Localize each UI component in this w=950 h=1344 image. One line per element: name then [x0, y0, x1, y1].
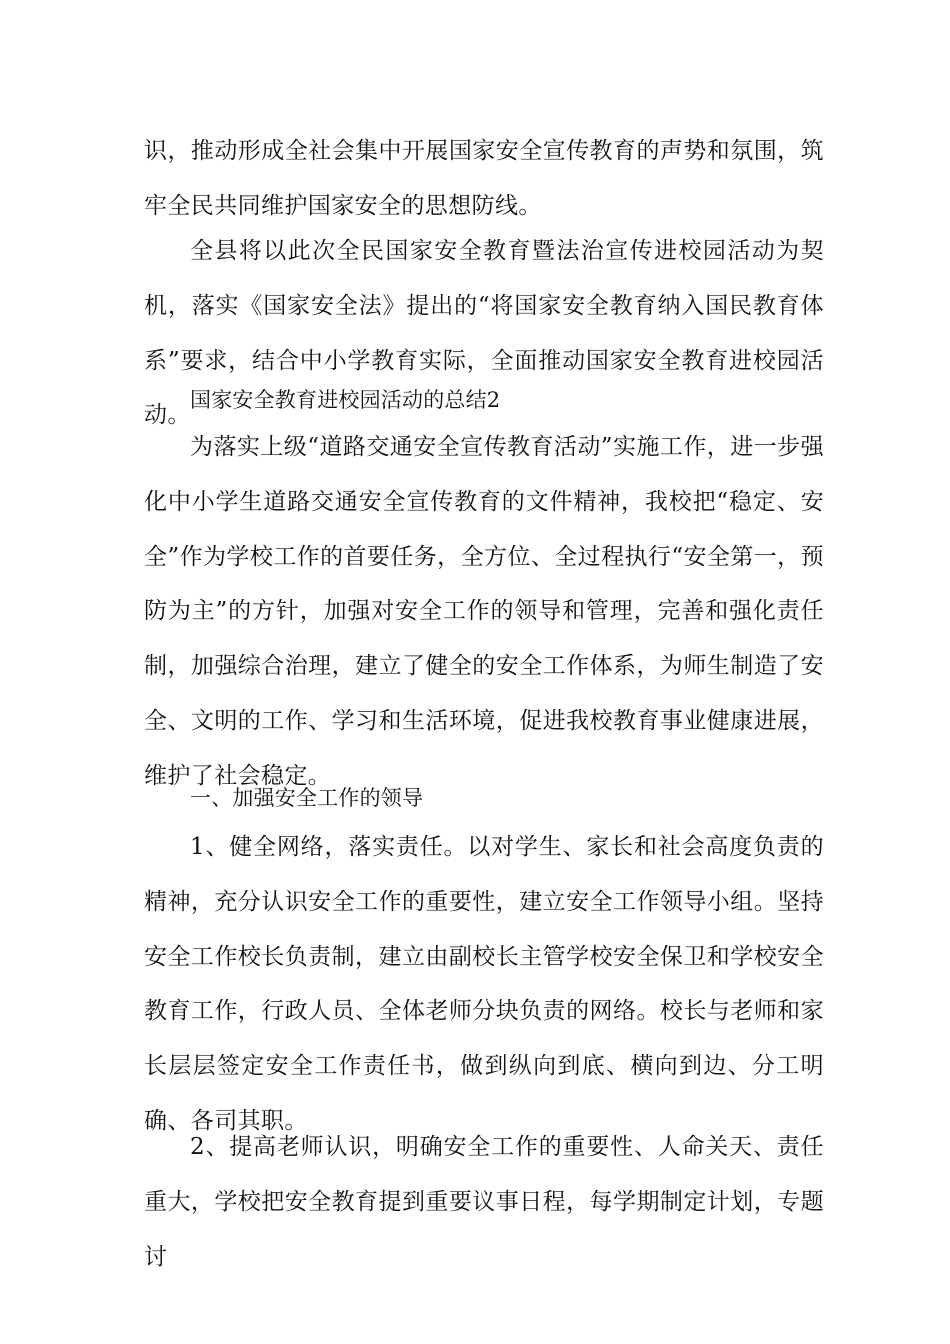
- paragraph-item-2: 2、提高老师认识，明确安全工作的重要性、人命关天、责任重大，学校把安全教育提到重要议事日程，每学期制定计划，专题讨: [144, 1134, 824, 1270]
- paragraph-item-1: 1、健全网络，落实责任。以对学生、家长和社会高度负责的精神，充分认识安全工作的重要性，建立安全工作领导小组。坚持安全工作校长负责制，建立由副校长主管学校安全保卫和学校安全教育工作，行政人员、全体老师分块负责的网络。校长与老师和家长层层签定安全工作责任书，做到纵向到底、横向到边、分工明确、各司其职。: [144, 834, 824, 1134]
- section-title-summary-2: 国家安全教育进校园活动的总结2: [190, 388, 501, 412]
- paragraph-continuation: 识，推动形成全社会集中开展国家安全宣传教育的声势和氛围，筑牢全民共同维护国家安全的思想防线。: [144, 138, 824, 219]
- paragraph-traffic-safety: 为落实上级“道路交通安全宣传教育活动”实施工作，进一步强化中小学生道路交通安全宣传教育的文件精神，我校把“稳定、安全”作为学校工作的首要任务，全方位、全过程执行“安全第一，预防为主”的方针，加强对安全工作的领导和管理，完善和强化责任制，加强综合治理，建立了健全的安全工作体系，为师生制造了安全、文明的工作、学习和生活环境，促进我校教育事业健康进展，维护了社会稳定。: [144, 434, 824, 789]
- paragraph-county-plan: 全县将以此次全民国家安全教育暨法治宣传进校园活动为契机，落实《国家安全法》提出的“将国家安全教育纳入国民教育体系”要求，结合中小学教育实际，全面推动国家安全教育进校园活动。: [144, 238, 824, 429]
- heading-strengthen-leadership: 一、加强安全工作的领导: [190, 786, 424, 810]
